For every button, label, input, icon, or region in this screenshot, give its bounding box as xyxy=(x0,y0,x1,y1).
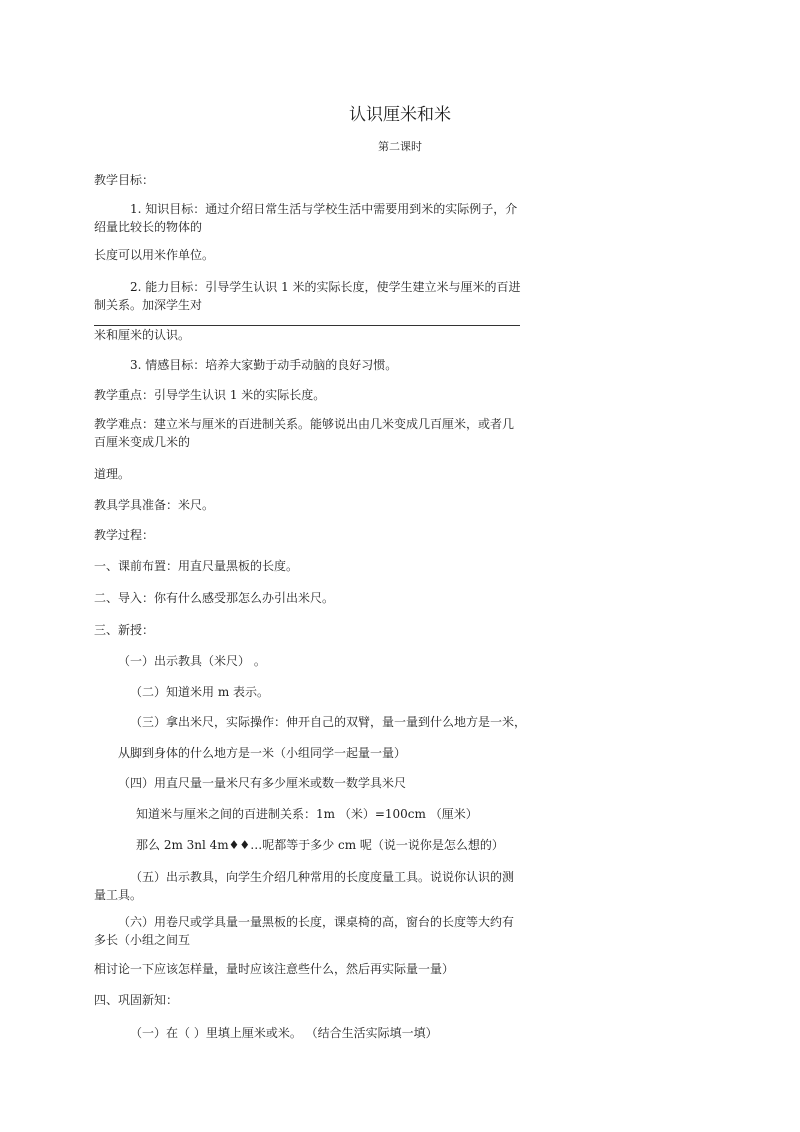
goal-2-continuation: 米和厘米的认识。 xyxy=(94,328,191,342)
sub-step-3: （三）拿出米尺，实际操作：伸开自己的双臂，量一量到什么地方是一米， xyxy=(130,715,527,729)
unit-relation: 知道米与厘米之间的百进制关系：1m （米）=100cm （厘米） xyxy=(136,807,478,821)
step-4: 四、巩固新知： xyxy=(94,993,179,1007)
goal-1-continuation: 长度可以用米作单位。 xyxy=(94,248,215,262)
materials: 教具学具准备：米尺。 xyxy=(94,498,215,512)
sub-step-2: （二）知道米用 m 表示。 xyxy=(130,685,270,699)
goal-2-paragraph: 2. 能力目标：引导学生认识 1 米的实际长度，使学生建立米与厘米的百进制关系。加深学生对 xyxy=(94,280,521,312)
exercise-1: （一）在（ ）里填上厘米或米。 （结合生活实际填一填） xyxy=(130,1026,438,1040)
step-3: 三、新授： xyxy=(94,623,155,637)
page-subtitle: 第二课时 xyxy=(378,140,422,153)
sub-step-5: （五）出示教具，向学生介绍几种常用的长度度量工具。说说你认识的测量工具。 xyxy=(94,870,515,902)
goals-heading: 教学目标： xyxy=(94,173,155,187)
sub-step-6-continuation: 相讨论一下应该怎样量，量时应该注意些什么，然后再实际量一量） xyxy=(94,962,455,976)
sub-step-4: （四）用直尺量一量米尺有多少厘米或数一数学具米尺 xyxy=(118,776,407,790)
key-point: 教学重点：引导学生认识 1 米的实际长度。 xyxy=(94,388,326,402)
sub-step-6: （六）用卷尺或学具量一量黑板的长度，课桌椅的高，窗台的长度等大约有多长（小组之间互 xyxy=(94,915,515,947)
difficulty-paragraph: 教学难点：建立米与厘米的百进制关系。能够说出由几米变成几百厘米，或者几百厘米变成几米的 xyxy=(94,417,515,449)
conversion-question: 那么 2m 3nl 4m♦♦…呢都等于多少 cm 呢（说一说你是怎么想的） xyxy=(136,838,504,852)
goal-1-paragraph: 1. 知识目标：通过介绍日常生活与学校生活中需要用到米的实际例子，介绍量比较长的物体的 xyxy=(94,202,518,234)
goal-3-paragraph: 3. 情感目标：培养大家勤于动手动脑的良好习惯。 xyxy=(130,358,398,372)
step-2: 二、导入：你有什么感受那怎么办引出米尺。 xyxy=(94,591,335,605)
difficulty-continuation: 道理。 xyxy=(94,467,131,481)
process-heading: 教学过程： xyxy=(94,528,155,542)
page-title: 认识厘米和米 xyxy=(349,105,451,125)
step-1: 一、课前布置：用直尺量黑板的长度。 xyxy=(94,559,299,573)
sub-step-3-continuation: 从脚到身体的什么地方是一米（小组同学一起量一量） xyxy=(118,746,407,760)
sub-step-1: （一）出示教具（米尺） 。 xyxy=(118,654,266,668)
horizontal-rule xyxy=(94,325,520,326)
